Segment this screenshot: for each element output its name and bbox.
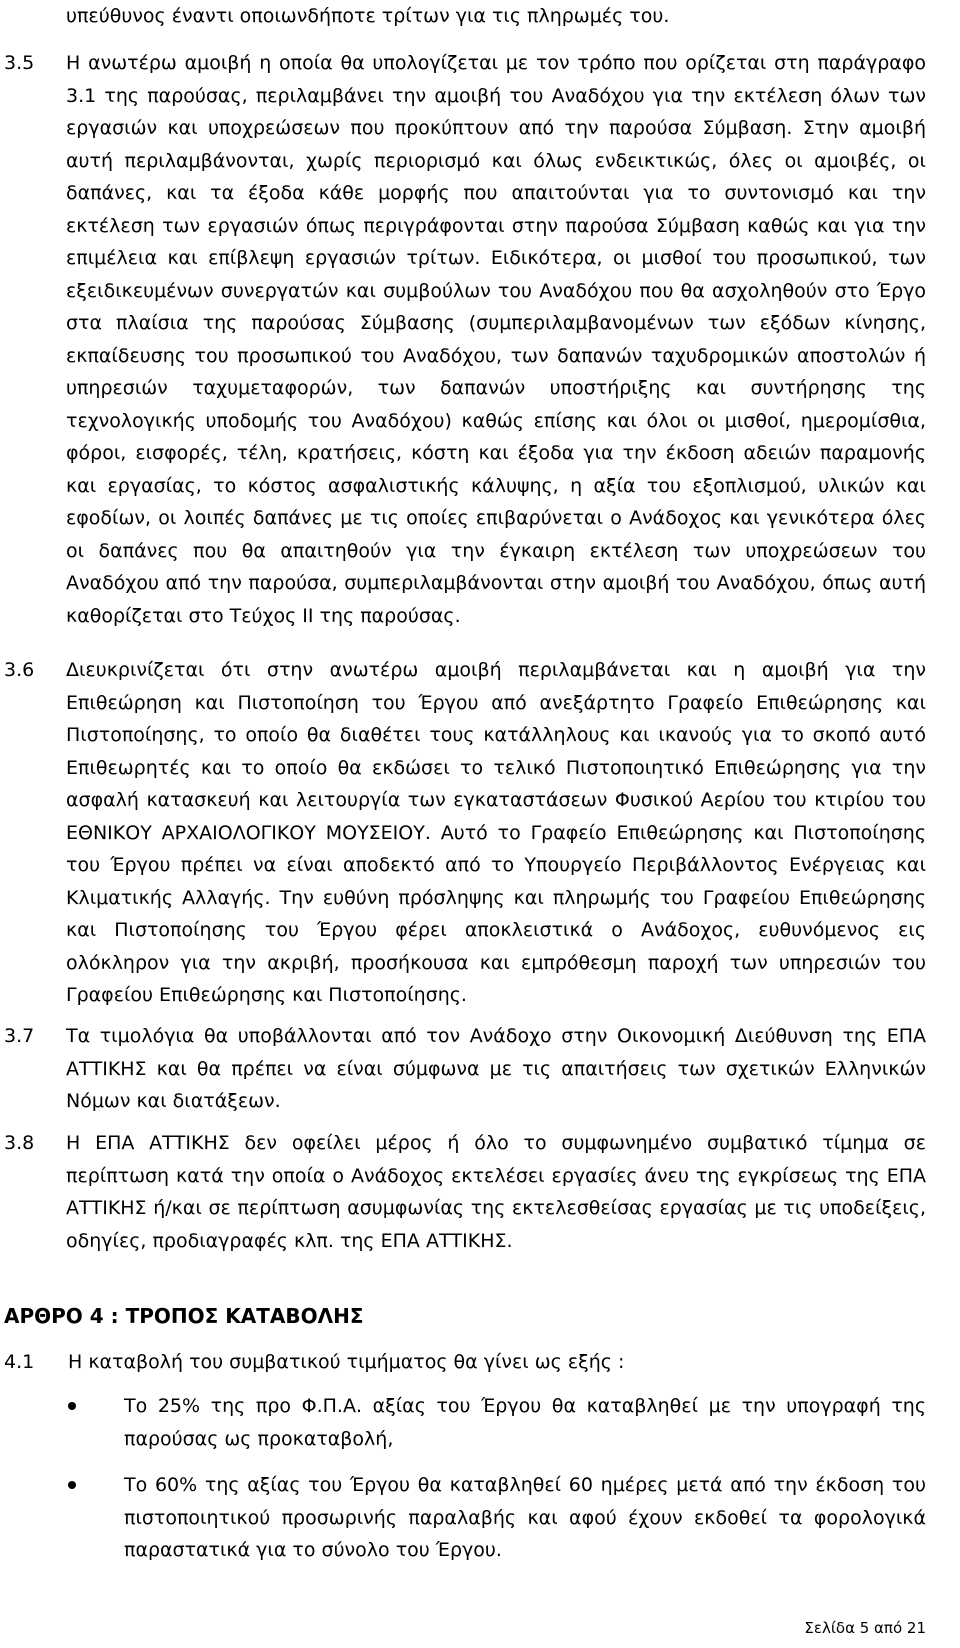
- payment-bullet-list: [0, 1390, 926, 1581]
- bullet-icon: [68, 1402, 76, 1410]
- section-number: 3.8: [4, 1132, 35, 1154]
- subsection-number: 4.1: [4, 1351, 35, 1373]
- section-text: Διευκρινίζεται ότι στην ανωτέρω αμοιβή περιλαμβάνεται και η αμοιβή για την Επιθεώρηση και Πιστοποίηση του Έργου από ανεξάρτητο Γραφείο Επιθεώρησης και Πιστοποίησης, το οποίο θα διαθέτει τους κατάλληλους και ικανούς για το σκοπό αυτό Επιθεωρητές και το οποίο θα εκδώσει το τελικό Πιστοποιητικό Επιθεώρησης για την ασφαλή κατασκευή και λειτουργία των εγκαταστάσεων Φυσικού Αερίου του κτιρίου του ΕΘΝΙΚΟΥ ΑΡΧΑΙΟΛΟΓΙΚΟΥ ΜΟΥΣΕΙΟΥ. Αυτό το Γραφείο Επιθεώρησης και Πιστοποίησης του Έργου πρέπει να είναι αποδεκτό από το Υπουργείο Περιβάλλοντος Ενέργειας και Κλιματικής Αλλαγής. Την ευθύνη πρόσληψης και πληρωμής του Γραφείου Επιθεώρησης και Πιστοποίησης του Έργου φέρει αποκλειστικά ο Ανάδοχος, ευθυνόμενος εις ολόκληρον για την ακριβή, προσήκουσα και εμπρόθεσμη παροχή των υπηρεσιών του Γραφείου Επιθεώρησης και Πιστοποίησης.: [66, 659, 926, 1006]
- list-item: [0, 1469, 926, 1567]
- section-3-8: [0, 1127, 926, 1257]
- section-number: 3.5: [4, 52, 35, 74]
- bullet-icon: [68, 1481, 76, 1489]
- section-3-7: [0, 1020, 926, 1118]
- section-number: 3.7: [4, 1025, 35, 1047]
- article-heading: ΑΡΘΡΟ 4 : ΤΡΟΠΟΣ ΚΑΤΑΒΟΛΗΣ: [4, 1304, 364, 1328]
- section-3-6: [0, 654, 926, 1012]
- subsection-4-1: [4, 1346, 624, 1379]
- section-text: Η ΕΠΑ ΑΤΤΙΚΗΣ δεν οφείλει μέρος ή όλο το συμφωνημένο συμβατικό τίμημα σε περίπτωση κατά την οποία ο Ανάδοχος εκτελέσει εργασίες άνευ της εγκρίσεως της ΕΠΑ ΑΤΤΙΚΗΣ ή/και σε περίπτωση ασυμφωνίας της εκτελεσθείσας εργασίας με τις υποδείξεις, οδηγίες, προδιαγραφές κλπ. της ΕΠΑ ΑΤΤΙΚΗΣ.: [66, 1132, 926, 1252]
- section-text: Τα τιμολόγια θα υποβάλλονται από τον Ανάδοχο στην Οικονομική Διεύθυνση της ΕΠΑ ΑΤΤΙΚΗΣ και θα πρέπει να είναι σύμφωνα με τις απαιτήσεις των σχετικών Ελληνικών Νόμων και διατάξεων.: [66, 1025, 926, 1112]
- section-number: 3.6: [4, 659, 35, 681]
- list-item-text: Το 60% της αξίας του Έργου θα καταβληθεί 60 ημέρες μετά από την έκδοση του πιστοποιητικού προσωρινής παραλαβής και αφού έχουν εκδοθεί τα φορολογικά παραστατικά για το σύνολο του Έργου.: [124, 1474, 926, 1561]
- list-item: [0, 1390, 926, 1455]
- page-number: Σελίδα 5 από 21: [804, 1619, 926, 1637]
- list-item-text: Το 25% της προ Φ.Π.Α. αξίας του Έργου θα καταβληθεί με την υπογραφή της παρούσας ως προκαταβολή,: [124, 1395, 926, 1450]
- subsection-text: Η καταβολή του συμβατικού τιμήματος θα γίνει ως εξής :: [68, 1351, 625, 1373]
- section-text: Η ανωτέρω αμοιβή η οποία θα υπολογίζεται με τον τρόπο που ορίζεται στη παράγραφο 3.1 της παρούσας, περιλαμβάνει την αμοιβή του Αναδόχου για την εκτέλεση όλων των εργασιών και υποχρεώσεων που προκύπτουν από την παρούσα Σύμβαση. Στην αμοιβή αυτή περιλαμβάνονται, χωρίς περιορισμό και όλως ενδεικτικώς, όλες οι αμοιβές, οι δαπάνες, και τα έξοδα κάθε μορφής που απαιτούνται για το συντονισμό και την εκτέλεση των εργασιών όπως περιγράφονται στην παρούσα Σύμβαση καθώς και για την επιμέλεια και επίβλεψη εργασιών τρίτων. Ειδικότερα, οι μισθοί του προσωπικού, των εξειδικευμένων συνεργατών και συμβούλων του Αναδόχου που θα ασχοληθούν στο Έργο στα πλαίσια της παρούσας Σύμβασης (συμπεριλαμβανομένων των εξόδων κίνησης, εκπαίδευσης του προσωπικού του Αναδόχου, των δαπανών ταχυδρομικών αποστολών ή υπηρεσιών ταχυμεταφορών, των δαπανών υποστήριξης και συντήρησης της τεχνολογικής υποδομής του Αναδόχου) καθώς επίσης και όλοι οι μισθοί, ημερομίσθια, φόροι, εισφορές, τέλη, κρατήσεις, κόστη και έξοδα για την έκδοση αδειών παραμονής και εργασίας, το κόστος ασφαλιστικής κάλυψης, η αξία του εξοπλισμού, υλικών και εφοδίων, οι λοιπές δαπάνες με τις οποίες επιβαρύνεται ο Ανάδοχος και γενικότερα όλες οι δαπάνες που θα απαιτηθούν για την έγκαιρη εκτέλεση των υποχρεώσεων του Αναδόχου από την παρούσα, συμπεριλαμβάνονται στην αμοιβή του Αναδόχου, όπως αυτή καθορίζεται στο Τεύχος ΙΙ της παρούσας.: [66, 52, 926, 627]
- continuation-paragraph: υπεύθυνος έναντι οποιωνδήποτε τρίτων για τις πληρωμές του.: [66, 5, 670, 27]
- section-3-5: [0, 47, 926, 632]
